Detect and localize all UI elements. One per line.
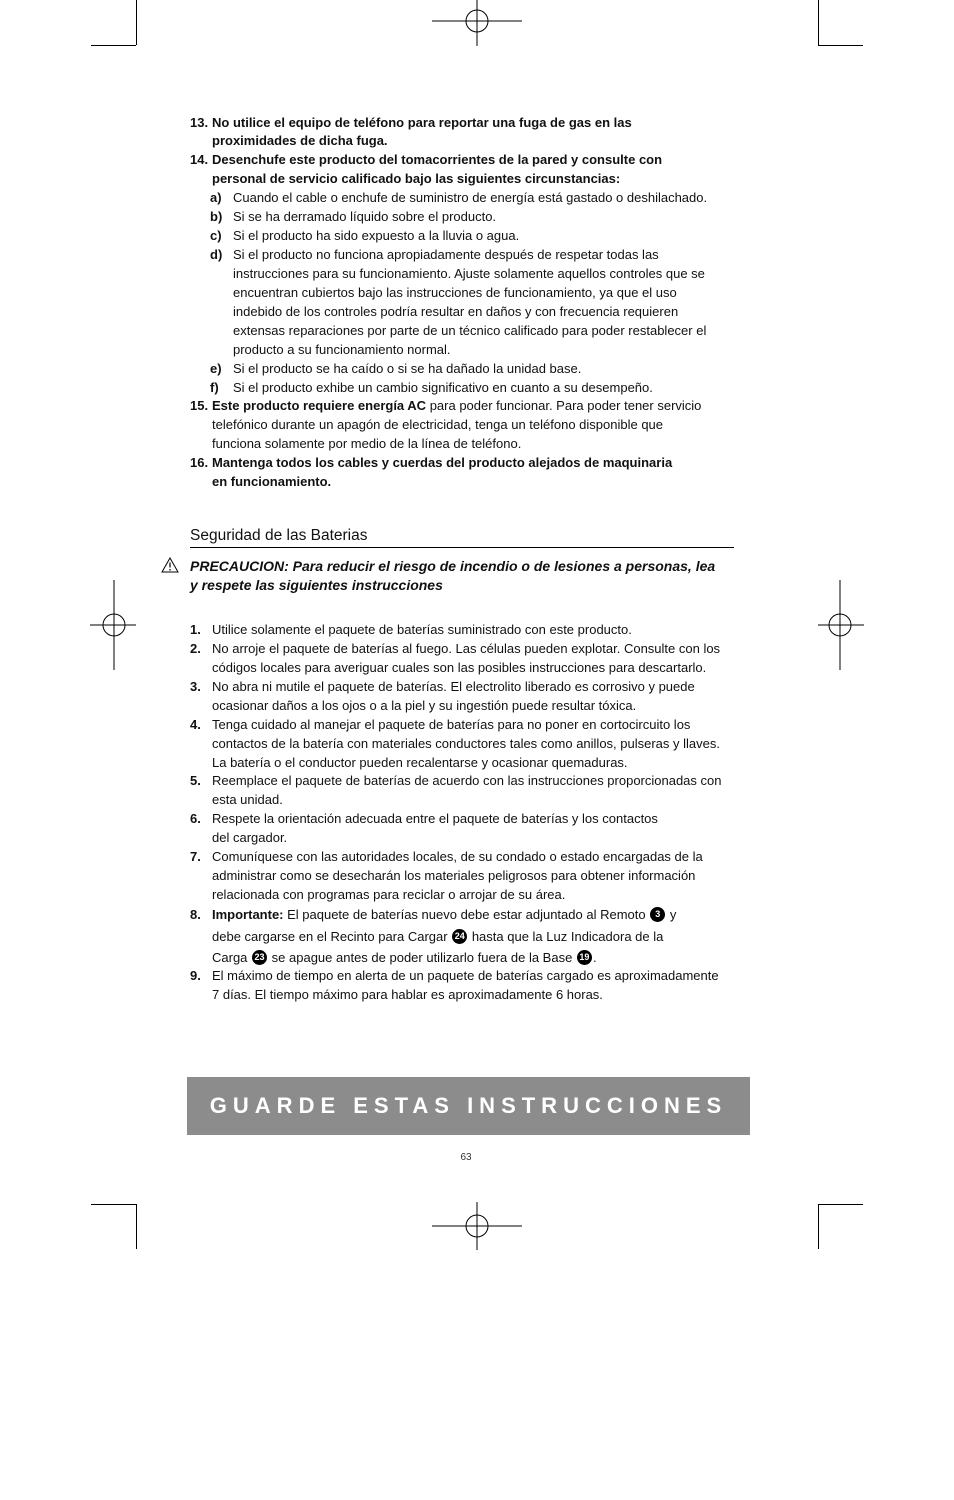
item-15-number: 15. xyxy=(190,398,209,413)
sub-item-c-line-1: Si el producto ha sido expuesto a la lluvia o agua. xyxy=(233,228,520,243)
battery-item-8-line-3 xyxy=(212,948,597,967)
section-heading: Seguridad de las Baterias xyxy=(190,527,368,544)
item-16-line-1: Mantenga todos los cables y cuerdas del producto alejados de maquinaria xyxy=(212,455,673,470)
battery-item-6-line-2: del cargador. xyxy=(212,830,288,845)
sub-item-f-letter: f) xyxy=(210,380,219,395)
item-13-number: 13. xyxy=(190,115,209,130)
sub-item-e-line-1: Si el producto se ha caído o si se ha dañado la unidad base. xyxy=(233,361,582,376)
sub-item-f-line-1: Si el producto exhibe un cambio significativo en cuanto a su desempeño. xyxy=(233,380,653,395)
battery-item-9-number: 9. xyxy=(190,968,201,983)
item-14-number: 14. xyxy=(190,152,209,167)
item-8-text-3-mid: se apague antes de poder utilizarlo fuera de la Base xyxy=(268,950,573,965)
item-16-number: 16. xyxy=(190,455,209,470)
page-number: 63 xyxy=(460,1152,472,1163)
ref-badge-charging-cradle: 24 xyxy=(452,929,467,944)
battery-item-5-line-2: esta unidad. xyxy=(212,792,283,807)
item-8-text-2: debe cargarse en el Recinto para Cargar xyxy=(212,929,448,944)
item-8-text-2-end: hasta que la Luz Indicadora de la xyxy=(468,929,664,944)
item-15-line-2: telefónico durante un apagón de electricidad, tenga un teléfono disponible que xyxy=(212,417,664,432)
sub-item-a-letter: a) xyxy=(210,190,222,205)
banner-text: GUARDE ESTAS INSTRUCCIONES xyxy=(209,1093,728,1118)
section-heading-rule xyxy=(190,547,734,548)
battery-item-2-number: 2. xyxy=(190,641,201,656)
item-8-text-3-end: . xyxy=(592,950,597,965)
item-15-line-1 xyxy=(212,396,701,415)
battery-item-6-number: 6. xyxy=(190,811,201,826)
item-8-text-1: El paquete de baterías nuevo debe estar adjuntado al Remoto xyxy=(283,907,646,922)
battery-item-3-line-2: ocasionar daños a los ojos o a la piel y su ingestión puede resultar tóxica. xyxy=(212,698,637,713)
battery-item-5-line-1: Reemplace el paquete de baterías de acuerdo con las instrucciones proporcionadas con xyxy=(212,773,722,788)
battery-item-2-line-1: No arroje el paquete de baterías al fuego. Las células pueden explotar. Consulte con los xyxy=(212,641,721,656)
item-13-line-1: No utilice el equipo de teléfono para reportar una fuga de gas en las xyxy=(212,115,632,130)
battery-item-9-line-1: El máximo de tiempo en alerta de un paquete de baterías cargado es aproximadamente xyxy=(212,968,719,983)
warning-triangle-icon xyxy=(161,557,179,573)
battery-item-7-line-3: relacionada con programas para reciclar o arrojar de su área. xyxy=(212,887,566,902)
item-8-text-1-end: y xyxy=(666,907,677,922)
sub-item-b-line-1: Si se ha derramado líquido sobre el producto. xyxy=(233,209,497,224)
ref-badge-charge-indicator: 23 xyxy=(252,950,267,965)
battery-item-4-line-2: contactos de la batería con materiales conductores tales como anillos, pulseras y llaves. xyxy=(212,736,720,751)
battery-item-6-line-1: Respete la orientación adecuada entre el paquete de baterías y los contactos xyxy=(212,811,658,826)
item-13-line-2: proximidades de dicha fuga. xyxy=(212,133,388,148)
battery-item-5-number: 5. xyxy=(190,773,201,788)
item-14-line-2: personal de servicio calificado bajo las siguientes circunstancias: xyxy=(212,171,621,186)
battery-item-9-line-2: 7 días. El tiempo máximo para hablar es aproximadamente 6 horas. xyxy=(212,987,603,1002)
item-14-line-1: Desenchufe este producto del tomacorrientes de la pared y consulte con xyxy=(212,152,663,167)
sub-item-d-line-1: Si el producto no funciona apropiadamente después de respetar todas las xyxy=(233,247,659,262)
warning-line-2: y respete las siguientes instrucciones xyxy=(190,577,443,593)
item-15-bold: Este producto requiere energía AC xyxy=(212,398,427,413)
warning-line-1: PRECAUCION: Para reducir el riesgo de incendio o de lesiones a personas, lea xyxy=(190,558,716,574)
battery-item-7-line-1: Comuníquese con las autoridades locales, de su condado o estado encargadas de la xyxy=(212,849,703,864)
sub-item-d-line-4: indebido de los controles podría resultar en daños y con frecuencia requieren xyxy=(233,304,679,319)
sub-item-c-letter: c) xyxy=(210,228,222,243)
sub-item-d-line-3: encuentran cubiertos bajo las instrucciones de funcionamiento, ya que el uso xyxy=(233,285,677,300)
battery-item-4-number: 4. xyxy=(190,717,201,732)
battery-item-4-line-3: La batería o el conductor pueden recalentarse y ocasionar quemaduras. xyxy=(212,755,628,770)
sub-item-b-letter: b) xyxy=(210,209,223,224)
battery-item-4-line-1: Tenga cuidado al manejar el paquete de baterías para no poner en cortocircuito los xyxy=(212,717,691,732)
battery-item-8-number: 8. xyxy=(190,907,201,922)
battery-item-3-number: 3. xyxy=(190,679,201,694)
sub-item-d-line-2: instrucciones para su funcionamiento. Ajuste solamente aquellos controles que se xyxy=(233,266,705,281)
battery-item-3-line-1: No abra ni mutile el paquete de baterías. El electrolito liberado es corrosivo y puede xyxy=(212,679,695,694)
battery-item-1-number: 1. xyxy=(190,622,201,637)
sub-item-e-letter: e) xyxy=(210,361,222,376)
battery-item-2-line-2: códigos locales para averiguar cuales son las posibles instrucciones para descartarlo. xyxy=(212,660,707,675)
save-instructions-banner xyxy=(187,1077,750,1135)
item-15-rest: para poder funcionar. Para poder tener servicio xyxy=(426,398,702,413)
battery-item-7-line-2: administrar como se desecharán los materiales peligrosos para obtener información xyxy=(212,868,696,883)
item-16-line-2: en funcionamiento. xyxy=(212,474,332,489)
battery-item-8-line-2 xyxy=(212,927,663,946)
battery-item-1-line-1: Utilice solamente el paquete de baterías suministrado con este producto. xyxy=(212,622,632,637)
sub-item-a-line-1: Cuando el cable o enchufe de suministro de energía está gastado o deshilachado. xyxy=(233,190,708,205)
sub-item-d-line-6: producto a su funcionamiento normal. xyxy=(233,342,451,357)
item-8-bold-label: Importante: xyxy=(212,907,284,922)
battery-item-7-number: 7. xyxy=(190,849,201,864)
sub-item-d-line-5: extensas reparaciones por parte de un técnico calificado para poder restablecer el xyxy=(233,323,707,338)
item-8-text-3: Carga xyxy=(212,950,248,965)
ref-badge-base: 19 xyxy=(577,950,592,965)
battery-item-8-line-1 xyxy=(212,905,676,924)
ref-badge-remote: 3 xyxy=(650,907,665,922)
sub-item-d-letter: d) xyxy=(210,247,223,262)
item-15-line-3: funciona solamente por medio de la línea de teléfono. xyxy=(212,436,522,451)
